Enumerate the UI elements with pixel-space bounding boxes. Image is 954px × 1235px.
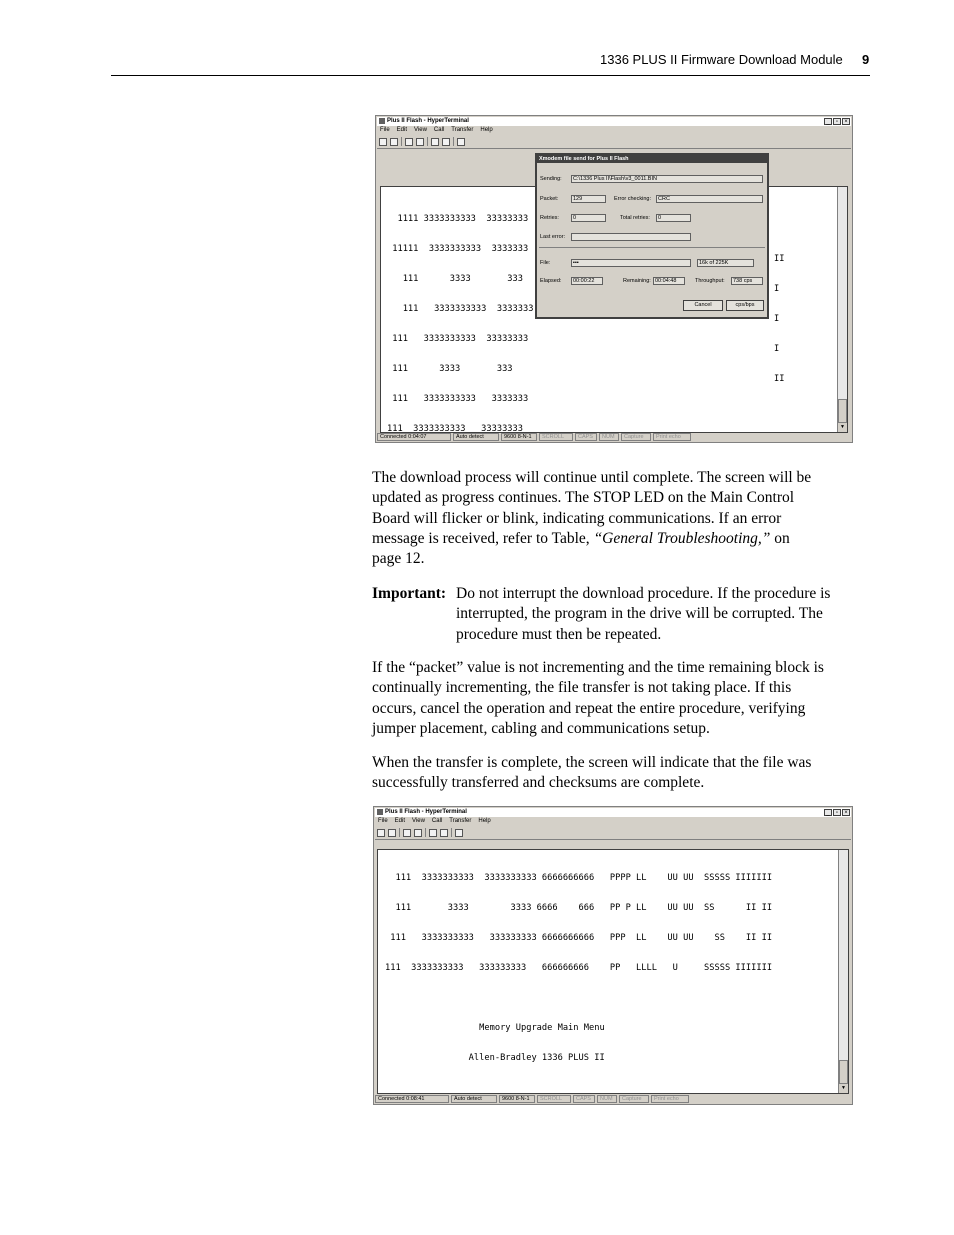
total-retries-label: Total retries: — [620, 215, 650, 221]
status-num: NUM — [597, 1095, 617, 1103]
text-line: jumper placement, cabling and communications setup. — [372, 719, 710, 737]
last-error-label: Last error: — [540, 234, 566, 240]
text-line: When the transfer is complete, the screen will indicate that the file was — [372, 754, 812, 771]
throughput-field: 738 cps — [731, 277, 763, 285]
remaining-field: 00:04:48 — [653, 277, 685, 285]
toolbar — [379, 136, 465, 147]
cancel-button[interactable]: Cancel — [683, 300, 723, 311]
disconnect-icon[interactable] — [414, 829, 422, 837]
page-header — [0, 52, 954, 72]
properties-icon[interactable] — [457, 138, 465, 146]
window-title: Plus II Flash - HyperTerminal — [385, 809, 467, 815]
terminal-right-fragments — [774, 234, 805, 404]
menu-file[interactable]: File — [378, 818, 388, 824]
text-line: The download process will continue until complete. The screen will be — [372, 469, 812, 486]
toolbar-separator — [427, 137, 428, 146]
maximize-icon[interactable]: ▫ — [833, 118, 841, 125]
text-line: Do not interrupt the download procedure. If the procedure is — [456, 585, 831, 602]
throughput-label: Throughput: — [695, 278, 725, 284]
toolbar-separator — [453, 137, 454, 146]
terminal-line: 111 3333 333 — [387, 274, 523, 284]
dialog-divider — [539, 247, 765, 248]
important-label: Important: — [372, 585, 447, 602]
phone-icon[interactable] — [403, 829, 411, 837]
window-title: Plus II Flash - HyperTerminal — [387, 118, 469, 124]
terminal-line: 111 3333 333 — [387, 364, 513, 374]
open-icon[interactable] — [388, 829, 396, 837]
paragraph-download-progress — [372, 468, 872, 569]
new-icon[interactable] — [379, 138, 387, 146]
text-line: successfully transferred and checksums are complete. — [372, 774, 705, 792]
terminal-line — [385, 993, 772, 1003]
toolbar-separator — [425, 828, 426, 837]
paragraph-transfer-complete — [372, 753, 872, 794]
hyperterminal-window-1 — [375, 115, 853, 443]
menu-edit[interactable]: Edit — [396, 127, 408, 133]
scroll-down-icon[interactable]: ▼ — [839, 1083, 848, 1093]
status-bar — [375, 1095, 851, 1103]
close-icon[interactable]: × — [842, 809, 850, 816]
minimize-icon[interactable]: _ — [824, 118, 832, 125]
status-auto-detect: Auto detect — [451, 1095, 497, 1103]
title-bar — [375, 808, 851, 817]
terminal-fragment: I — [774, 344, 780, 354]
cps-bps-button[interactable]: cps/bps — [726, 300, 764, 311]
menu-help[interactable]: Help — [478, 818, 491, 824]
scroll-down-icon[interactable]: ▼ — [838, 422, 847, 432]
text-line — [372, 529, 872, 549]
total-retries-field: 0 — [656, 214, 691, 222]
terminal-line: 1111 3333333333 33333333 — [387, 214, 529, 224]
send-icon[interactable] — [429, 829, 437, 837]
status-scroll: SCROLL — [537, 1095, 571, 1103]
file-progress-bar — [571, 259, 691, 267]
status-print-echo: Print echo — [651, 1095, 689, 1103]
terminal-line: 111 3333333333 33333333 — [387, 334, 529, 344]
status-num: NUM — [599, 433, 619, 441]
terminal-fragment: I — [774, 284, 780, 294]
status-capture: Capture — [619, 1095, 649, 1103]
running-title: 1336 PLUS II Firmware Download Module — [600, 52, 843, 67]
disconnect-icon[interactable] — [416, 138, 424, 146]
properties-icon[interactable] — [455, 829, 463, 837]
status-bar — [377, 433, 851, 441]
status-scroll: SCROLL — [539, 433, 573, 441]
close-icon[interactable]: × — [842, 118, 850, 125]
terminal-line: 111 3333 3333 6666 666 PP P LL UU UU SS II II — [385, 903, 773, 913]
menu-bar — [380, 127, 493, 135]
terminal-scrollbar[interactable] — [838, 850, 848, 1093]
menu-file[interactable]: File — [380, 127, 390, 133]
status-connected: Connected 0:08:41 — [375, 1095, 449, 1103]
toolbar-divider — [375, 839, 851, 840]
text-line: Board will flicker or blink, indicating communications. If an error — [372, 509, 782, 527]
status-print-echo: Print echo — [653, 433, 691, 441]
status-auto-detect: Auto detect — [453, 433, 499, 441]
scrollbar-thumb[interactable] — [839, 1060, 848, 1084]
page-number: 9 — [862, 52, 870, 67]
text-run: message is received, refer to Table, — [372, 529, 594, 547]
toolbar-divider — [377, 148, 851, 149]
menu-call[interactable]: Call — [433, 127, 445, 133]
menu-help[interactable]: Help — [480, 127, 493, 133]
menu-bar — [378, 818, 491, 826]
menu-transfer[interactable]: Transfer — [449, 818, 472, 824]
menu-view[interactable]: View — [414, 127, 427, 133]
status-capture: Capture — [621, 433, 651, 441]
menu-transfer[interactable]: Transfer — [451, 127, 474, 133]
text-line: updated as progress continues. The STOP LED on the Main Control — [372, 489, 795, 507]
remaining-label: Remaining: — [623, 278, 651, 284]
text-line: page 12. — [372, 550, 425, 568]
menu-view[interactable]: View — [412, 818, 425, 824]
elapsed-field: 00:00:22 — [571, 277, 603, 285]
xmodem-send-dialog — [535, 153, 769, 319]
status-caps: CAPS — [573, 1095, 595, 1103]
terminal-fragment: II — [774, 374, 785, 384]
app-icon — [377, 809, 383, 815]
minimize-icon[interactable]: _ — [824, 809, 832, 816]
menu-call[interactable]: Call — [431, 818, 443, 824]
menu-edit[interactable]: Edit — [394, 818, 406, 824]
retries-label: Retries: — [540, 215, 559, 221]
text-line: If the “packet” value is not incrementing and the time remaining block is — [372, 659, 824, 676]
packet-label: Packet: — [540, 196, 559, 202]
retries-field: 0 — [571, 214, 606, 222]
text-line: procedure must then be repeated. — [456, 625, 662, 643]
status-connected: Connected 0:04:07 — [377, 433, 451, 441]
receive-icon[interactable] — [440, 829, 448, 837]
terminal-fragment: I — [774, 314, 780, 324]
terminal-output — [385, 853, 772, 1094]
terminal-line: Allen-Bradley 1336 PLUS II — [385, 1053, 605, 1063]
toolbar — [377, 827, 463, 838]
terminal-line — [385, 1083, 772, 1093]
phone-icon[interactable] — [405, 138, 413, 146]
toolbar-separator — [401, 137, 402, 146]
file-size-field: 16k of 225K — [697, 259, 754, 267]
terminal-line: 111 3333333333 3333333 — [387, 394, 529, 404]
status-caps: CAPS — [575, 433, 597, 441]
terminal-line: 111 3333333333 333333333 666666666 PP LLLL U SSSSS IIIIIII — [385, 963, 773, 973]
receive-icon[interactable] — [442, 138, 450, 146]
status-port-settings: 9600 8-N-1 — [501, 433, 537, 441]
header-rule — [111, 75, 870, 76]
new-icon[interactable] — [377, 829, 385, 837]
text-line: continually incrementing, the file transfer is not taking place. If this — [372, 679, 792, 697]
last-error-field — [571, 233, 691, 241]
terminal-line: 111 3333333333 333333333 6666666666 PPP LL UU UU SS II II — [385, 933, 773, 943]
packet-field: 129 — [571, 195, 606, 203]
text-line: interrupted, the program in the drive will be corrupted. The — [456, 605, 823, 623]
hyperterminal-window-2 — [373, 806, 853, 1105]
terminal-scrollbar[interactable] — [837, 187, 847, 432]
dialog-title: Xmodem file send for Plus II Flash — [537, 155, 767, 163]
terminal-screen[interactable] — [377, 849, 849, 1094]
maximize-icon[interactable]: ▫ — [833, 809, 841, 816]
text-line: occurs, cancel the operation and repeat the entire procedure, verifying — [372, 699, 806, 717]
terminal-fragment: II — [774, 254, 785, 264]
terminal-line: Memory Upgrade Main Menu — [385, 1023, 605, 1033]
important-note — [456, 584, 872, 645]
sending-field: C:\1336 Plus II\Flash\v3_0011.BIN — [571, 175, 763, 183]
paragraph-packet-check — [372, 658, 872, 739]
send-icon[interactable] — [431, 138, 439, 146]
terminal-line: 11111 3333333333 3333333 — [387, 244, 529, 254]
terminal-line: 111 3333333333 3333333333 6666666666 PPPP LL UU UU SSSSS IIIIIII — [385, 873, 773, 883]
status-port-settings: 9600 8-N-1 — [499, 1095, 535, 1103]
title-bar — [377, 117, 851, 126]
text-run: on — [770, 529, 790, 547]
file-label: File: — [540, 260, 551, 266]
toolbar-separator — [399, 828, 400, 837]
error-checking-label: Error checking: — [614, 196, 651, 202]
toolbar-separator — [451, 828, 452, 837]
cross-reference-link[interactable]: “General Troubleshooting,” — [593, 529, 771, 547]
terminal-line: 111 3333333333 3333333 — [387, 304, 534, 314]
scrollbar-thumb[interactable] — [838, 399, 847, 423]
sending-label: Sending: — [540, 176, 562, 182]
elapsed-label: Elapsed: — [540, 278, 562, 284]
app-icon — [379, 118, 385, 124]
terminal-line: 111 3333333333 33333333 — [387, 424, 523, 433]
error-checking-field: CRC — [656, 195, 763, 203]
open-icon[interactable] — [390, 138, 398, 146]
file-progress-fill: ▪▪▪ — [573, 260, 579, 266]
